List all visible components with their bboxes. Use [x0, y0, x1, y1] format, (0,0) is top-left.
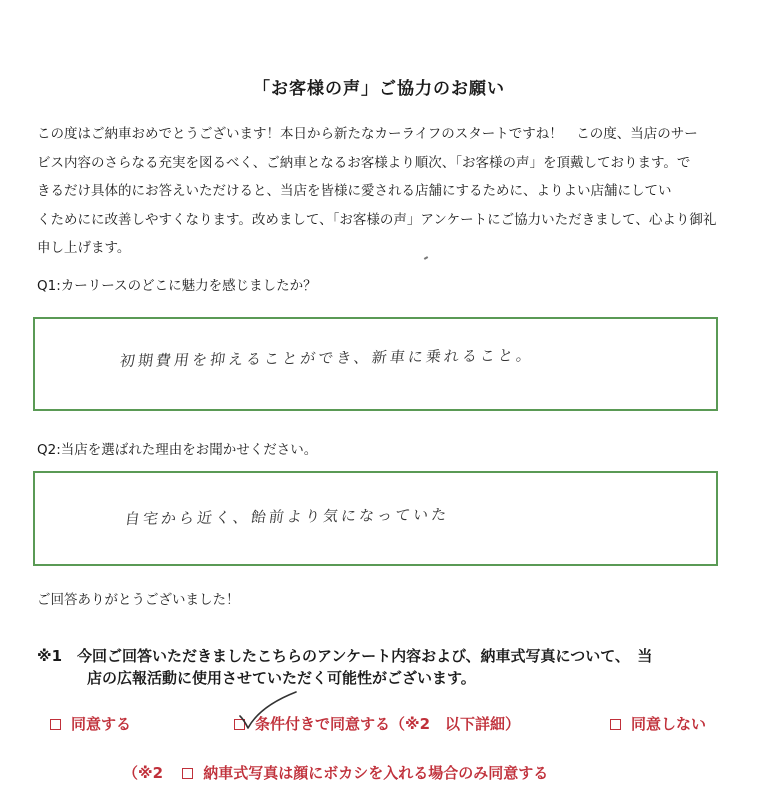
intro-line: ビス内容のさらなる充実を図るべく、ご納車となるお客様より順次、「お客様の声」を頂戴しております。で — [37, 154, 691, 171]
intro-paragraph — [37, 120, 727, 263]
checkbox-empty-icon[interactable] — [610, 719, 621, 730]
note-1-line-1: ※1 今回ご回答いただきましたこちらのアンケート内容および、納車式写真について、 当 — [37, 647, 653, 665]
question-1-handwritten-answer: 初期費用を抑えることができ、新車に乗れること。 — [118, 346, 536, 370]
question-1-label: Q1:カーリースのどこに魅力を感じましたか？ — [37, 278, 317, 294]
thank-you-text: ご回答ありがとうございました！ — [37, 592, 240, 608]
intro-line: きるだけ具体的にお答えいただけると、当店を皆様に愛される店舗にするために、よりよい店舗にしてい — [37, 183, 672, 199]
checkbox-empty-icon[interactable] — [182, 768, 193, 779]
question-2-handwritten-answer: 自宅から近く、飴前より気になっていた — [123, 505, 451, 528]
checkbox-empty-icon[interactable] — [50, 719, 61, 730]
option-agree-label: 同意する — [71, 715, 132, 733]
option-disagree-label: 同意しない — [631, 715, 707, 733]
option-conditional-label: 条件付きで同意する（※2 以下詳細） — [255, 715, 521, 733]
note-2-prefix: （※2 — [123, 764, 164, 782]
option-agree[interactable] — [50, 713, 131, 734]
intro-line: この度はご納車おめでとうございます！本日から新たなカーライフのスタートですね！ この度、当店のサー — [37, 126, 698, 142]
note-1-line-2: 店の広報活動に使用させていただく可能性がございます。 — [87, 669, 476, 687]
handwritten-checkmark-icon — [238, 690, 298, 730]
intro-line: くためにに改善しやすくなります。改めまして、「お客様の声」アンケートにご協力いただきまして、心より御礼 — [37, 211, 717, 228]
intro-line: 申し上げます。 — [37, 240, 131, 256]
note-2 — [123, 762, 548, 783]
option-disagree[interactable] — [610, 713, 706, 734]
note-2-text: 納車式写真は顔にボカシを入れる場合のみ同意する — [203, 764, 549, 782]
page-title: 「お客様の声」ご協力のお願い — [253, 79, 505, 99]
question-2-label: Q2:当店を選ばれた理由をお聞かせください。 — [37, 442, 318, 458]
